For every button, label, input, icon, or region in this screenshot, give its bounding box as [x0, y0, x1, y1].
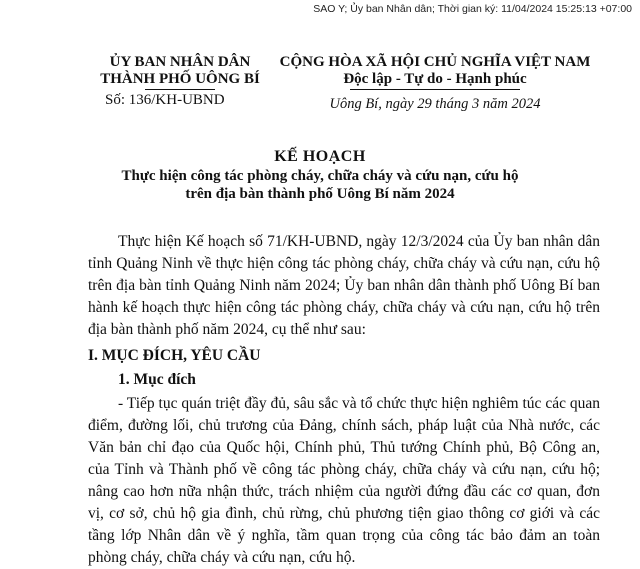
issuer-underline: [145, 89, 215, 90]
document-type: KẾ HOẠCH: [274, 148, 366, 165]
national-title: CỘNG HÒA XÃ HỘI CHỦ NGHĨA VIỆT NAM: [279, 54, 591, 70]
document-subject-line-2: trên địa bàn thành phố Uông Bí năm 2024: [185, 186, 455, 202]
document-body: [88, 231, 600, 569]
subsection-heading: 1. Mục đích: [118, 371, 196, 388]
issuer-line-2: THÀNH PHỐ UÔNG BÍ: [100, 71, 260, 87]
document-subject-line-1: Thực hiện công tác phòng cháy, chữa cháy và cứu nạn, cứu hộ: [121, 168, 519, 184]
motto: Độc lập - Tự do - Hạnh phúc: [343, 71, 527, 87]
issuer-line-1: ỦY BAN NHÂN DÂN: [109, 54, 251, 70]
document-title-block: [0, 147, 640, 203]
section-heading: I. MỤC ĐÍCH, YÊU CẦU: [88, 347, 261, 364]
national-title-block: [270, 54, 600, 90]
issuer-block: [90, 54, 270, 90]
intro-paragraph: Thực hiện Kế hoạch số 71/KH-UBND, ngày 12/3/2024 của Ủy ban nhân dân tỉnh Quảng Ninh về thực hiện công tác phòng cháy, chữa cháy và cứu nạn, cứu hộ trên địa bàn tỉnh Quảng Ninh năm 2024; Ủy ban nhân dân thành phố Uông Bí ban hành kế hoạch thực hiện công tác phòng cháy, chữa cháy và cứu nạn, cứu hộ trên địa bàn thành phố năm 2024, cụ thể như sau:: [88, 233, 600, 338]
document-number: Số: 136/KH-UBND: [105, 92, 225, 108]
document-header: [0, 54, 640, 124]
body-paragraph: - Tiếp tục quán triệt đầy đủ, sâu sắc và tổ chức thực hiện nghiêm túc các quan điểm, đường lối, chủ trương của Đảng, chính sách, pháp luật của Nhà nước, các Văn bản chỉ đạo của Quốc hội, Chính phủ, Thủ tướng Chính phủ, Bộ Công an, của Tỉnh và Thành phố về công tác phòng cháy, chữa cháy và cứu nạn, cứu hộ; nâng cao hơn nữa nhận thức, trách nhiệm của người đứng đầu các cơ quan, đơn vị, cơ sở, chủ hộ gia đình, chủ rừng, chủ phương tiện giao thông cơ giới và các tầng lớp Nhân dân về ý nghĩa, tầm quan trọng của công tác bảo đảm an toàn phòng cháy, chữa cháy và cứu nạn, cứu hộ.: [88, 395, 600, 566]
motto-underline: [350, 89, 520, 90]
digital-signature-stamp: SAO Y; Ủy ban Nhân dân; Thời gian ký: 11/04/2024 15:25:13 +07:00: [313, 3, 632, 15]
place-date: Uông Bí, ngày 29 tháng 3 năm 2024: [329, 96, 541, 112]
